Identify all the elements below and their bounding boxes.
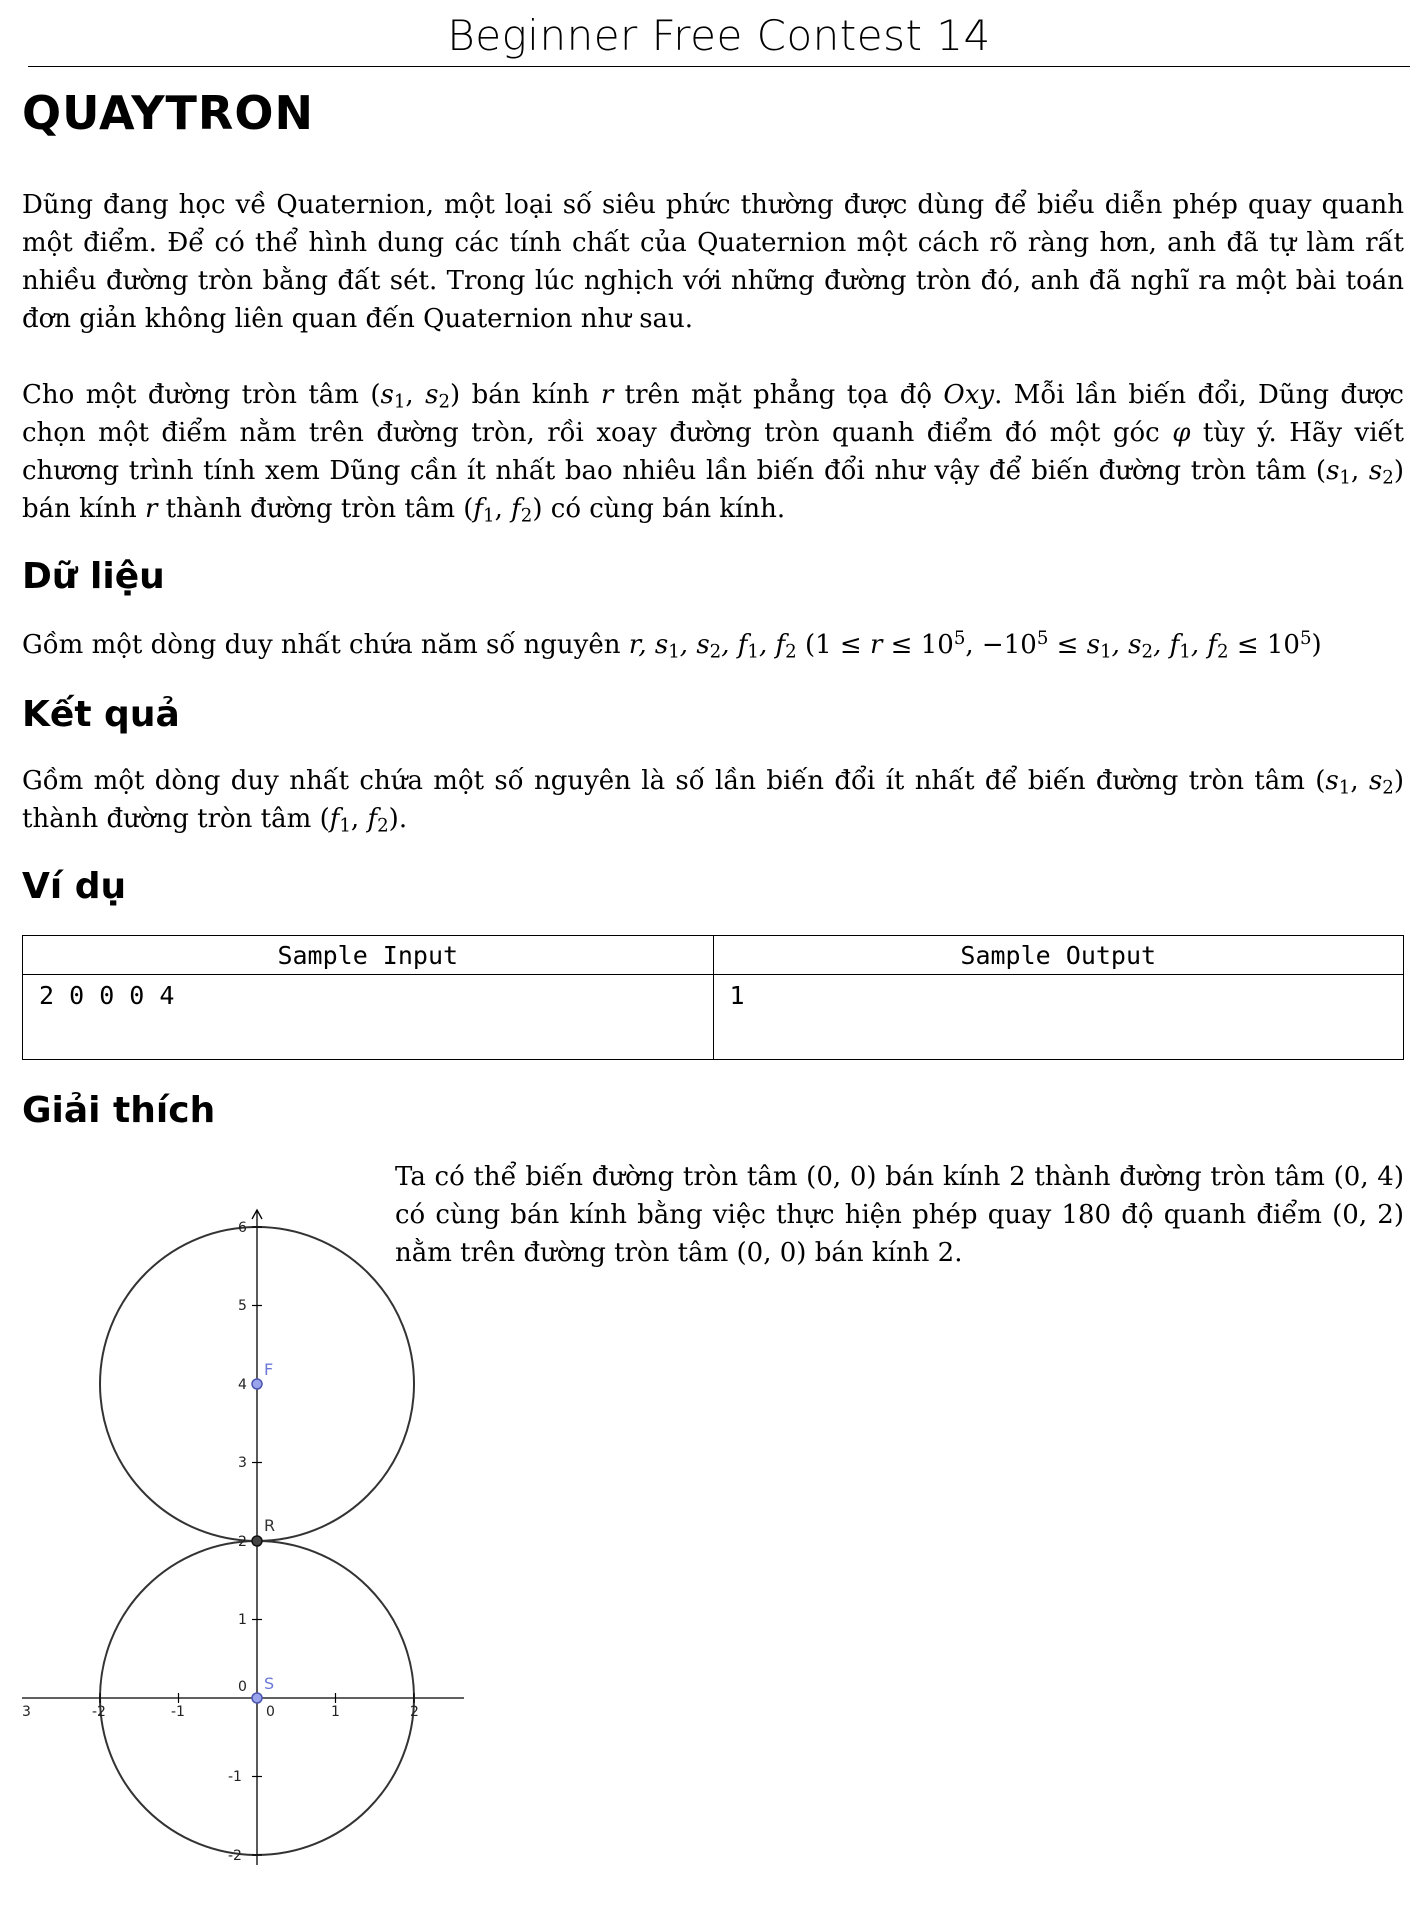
geometry-figure <box>14 1195 474 1895</box>
point-s <box>252 1693 262 1703</box>
output-heading: Kết quả <box>22 694 180 735</box>
x-tick-label: -2 <box>92 1704 106 1720</box>
y-tick-label: 1 <box>238 1612 247 1628</box>
sample-data-row <box>23 975 1404 1060</box>
problem-title: QUAYTRON <box>22 86 314 140</box>
example-heading: Ví dụ <box>22 866 127 907</box>
y-tick-label: 6 <box>238 1220 247 1236</box>
y-tick-label: 2 <box>238 1534 247 1550</box>
x-tick-label: 2 <box>410 1704 419 1720</box>
sample-output-header: Sample Output <box>713 936 1404 975</box>
y-tick-label: 5 <box>238 1298 247 1314</box>
point-r-label: R <box>264 1516 276 1535</box>
explanation-heading: Giải thích <box>22 1090 216 1131</box>
x-tick-label: 0 <box>266 1704 275 1720</box>
input-heading: Dữ liệu <box>22 556 165 597</box>
point-s-label: S <box>264 1674 275 1693</box>
sample-input-header: Sample Input <box>23 936 714 975</box>
sample-table <box>22 935 1404 1060</box>
sample-output-value: 1 <box>713 975 1404 1060</box>
x-tick-label: 1 <box>331 1704 340 1720</box>
contest-name: Beginner Free Contest 14 <box>447 11 991 60</box>
y-tick-label: 4 <box>238 1377 247 1393</box>
sample-input-value: 2 0 0 0 4 <box>23 975 714 1060</box>
x-tick-label: -1 <box>171 1704 185 1720</box>
point-f-label: F <box>264 1360 274 1379</box>
explanation-text: Ta có thể biến đường tròn tâm (0, 0) bán kính 2 thành đường tròn tâm (0, 4) có cùng bán kính bằng việc thực hiện phép quay 180 độ quanh điểm (0, 2) nằm trên đường tròn tâm (0, 0) bán kính 2. <box>395 1162 1404 1268</box>
input-description: Gồm một dòng duy nhất chứa năm số nguyên r, $s_1$, $s_2$, $f_1$, $f_2$ ($1 \le r \le 10^5$, $-10^5 \le s_1$, $s_2$, $f_1$, $f_2 \le 10^5$) <box>22 627 1322 663</box>
sample-header-row <box>23 936 1404 975</box>
y-tick-label: 3 <box>238 1455 247 1471</box>
output-description: Gồm một dòng duy nhất chứa một số nguyên là số lần biến đổi ít nhất để biến đường tròn tâm ($s_1$, $s_2$) thành đường tròn tâm ($f_1$, $f_2$). <box>22 766 1405 837</box>
y-tick-label: 0 <box>238 1679 247 1695</box>
x-tick-label: 3 <box>22 1704 31 1720</box>
statement-paragraph-1: Dũng đang học về Quaternion, một loại số siêu phức thường được dùng để biểu diễn phép quay quanh một điểm. Để có thể hình dung các tính chất của Quaternion một cách rõ ràng hơn, anh đã tự làm rất nhiều đường tròn bằng đất sét. Trong lúc nghịch với những đường tròn đó, anh đã nghĩ ra một bài toán đơn giản không liên quan đến Quaternion như sau. <box>22 190 1404 334</box>
page-header <box>28 0 1410 67</box>
point-r <box>252 1536 262 1546</box>
y-tick-label: -2 <box>228 1848 242 1864</box>
point-f <box>252 1379 262 1389</box>
statement-paragraph-2: Cho một đường tròn tâm ($s_1$, $s_2$) bán kính r trên mặt phẳng tọa độ Oxy. Mỗi lần biến đổi, Dũng được chọn một điểm nằm trên đường tròn, rồi xoay đường tròn quanh điểm đó một góc φ tùy ý. Hãy viết chương trình tính xem Dũng cần ít nhất bao nhiêu lần biến đổi như vậy để biến đường tròn tâm ($s_1$, $s_2$) bán kính r thành đường tròn tâm ($f_1$, $f_2$) có cùng bán kính. <box>22 380 1404 527</box>
y-tick-label: -1 <box>228 1769 242 1785</box>
